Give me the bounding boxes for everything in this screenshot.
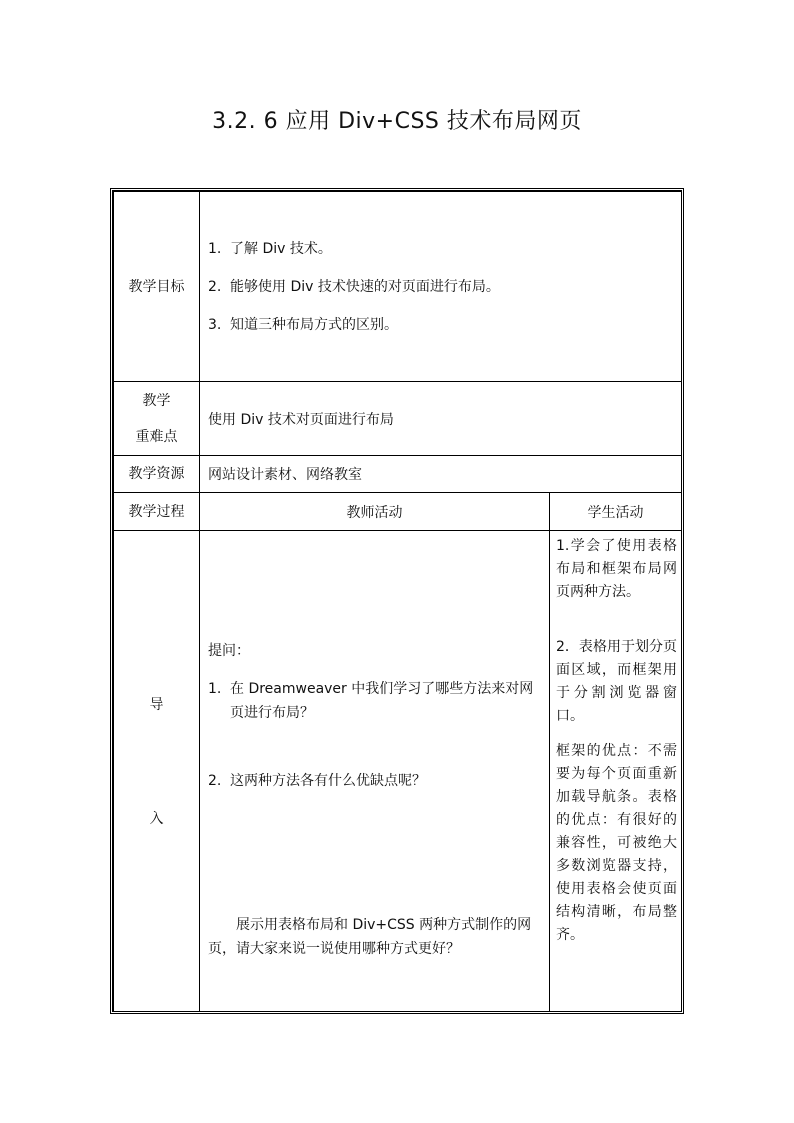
goal-item: 3. 知道三种布局方式的区别。 — [208, 316, 398, 333]
key-points-label: 教学 重难点 — [114, 382, 200, 456]
intro-label — [114, 531, 200, 1012]
process-header-row — [114, 493, 682, 531]
question-item: 2. 这两种方法各有什么优缺点呢？ — [208, 773, 426, 789]
page-title: 3.2. 6 应用 Div+CSS 技术布局网页 — [212, 109, 582, 134]
student-answer-3: 框架的优点：不需要为每个页面重新加载导航条。表格的优点：有很好的兼容性，可被绝大多数浏览器支持，使用表格会使页面结构清晰，布局整齐。 — [556, 743, 678, 943]
goals-label: 教学目标 — [114, 192, 200, 382]
question-list-1 — [208, 677, 541, 725]
goals-cell — [200, 192, 682, 382]
key-points-row — [114, 382, 682, 456]
process-label: 教学过程 — [114, 493, 200, 531]
goal-item: 2. 能够使用 Div 技术快速的对页面进行布局。 — [208, 278, 500, 295]
goal-item: 1. 了解 Div 技术。 — [208, 240, 332, 257]
student-answer-2: 2．表格用于划分页面区域，而框架用于分割浏览器窗口。 — [556, 639, 678, 724]
key-points-text: 使用 Div 技术对页面进行布局 — [200, 382, 682, 456]
student-answer-1: 1.学会了使用表格布局和框架布局网页两种方法。 — [556, 538, 678, 600]
question-list-2 — [208, 771, 541, 791]
goals-row — [114, 192, 682, 382]
intro-row — [114, 531, 682, 1012]
student-activity-header: 学生活动 — [550, 493, 682, 531]
resources-label: 教学资源 — [114, 456, 200, 493]
resources-row — [114, 456, 682, 493]
student-activity-cell — [550, 531, 682, 1012]
demo-text: 展示用表格布局和 Div+CSS 两种方式制作的网页，请大家来说一说使用哪种方式更好？ — [208, 917, 532, 957]
intro-label-char-1: 导 — [149, 697, 164, 713]
teacher-activity-header: 教师活动 — [200, 493, 550, 531]
question-item: 1. 在 Dreamweaver 中我们学习了哪些方法来对网页进行布局？ — [208, 681, 534, 721]
lesson-plan-table — [110, 188, 684, 1014]
question-label: 提问： — [208, 643, 250, 659]
intro-label-char-2: 入 — [149, 811, 164, 827]
teacher-activity-cell — [200, 531, 550, 1012]
goals-list — [208, 239, 681, 335]
resources-text: 网站设计素材、网络教室 — [200, 456, 682, 493]
